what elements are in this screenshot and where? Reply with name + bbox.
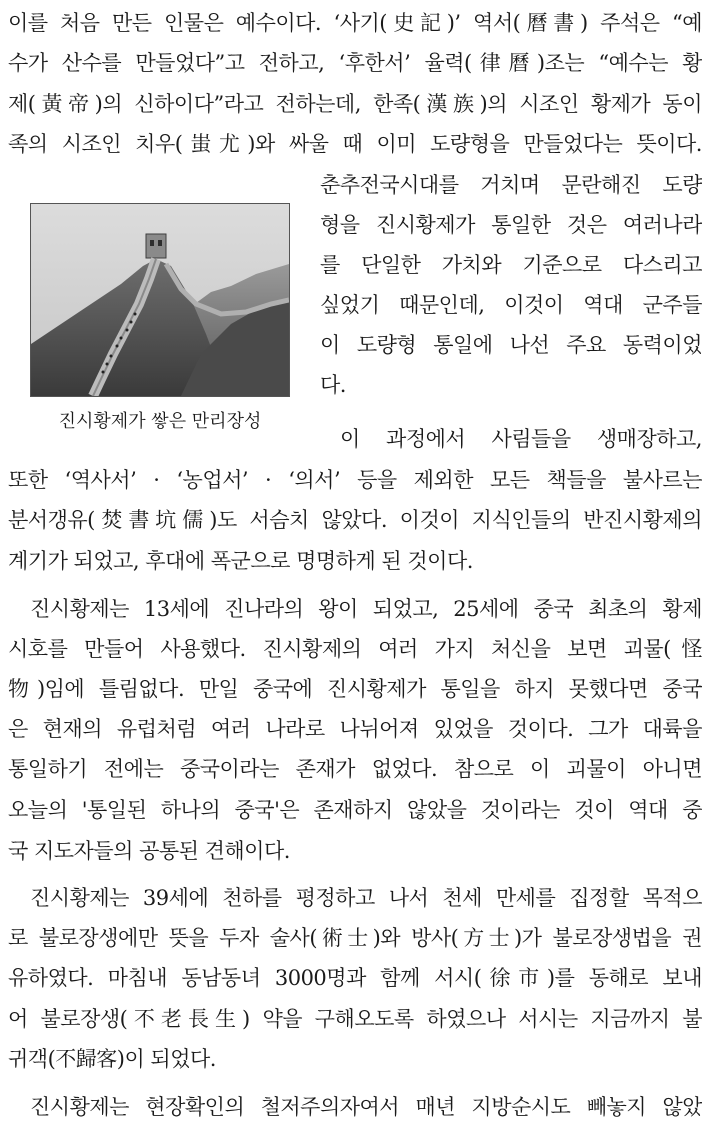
text-line: 분서갱유(焚書坑儒)도 서슴치 않았다. 이것이 지식인들의 반진시황제의 [8,508,702,532]
text-line: 계기가 되었고, 후대에 폭군으로 명명하게 된 것이다. [8,549,473,573]
text-line: 진시황제는 13세에 진나라의 왕이 되었고, 25세에 중국 최초의 황제 [30,597,702,621]
text-line: 국 지도자들의 공통된 견해이다. [8,839,290,863]
text-line: 수가 산수를 만들었다”고 전하고, ‘후한서’ 율력(律曆)조는 “예수는 황 [8,51,702,75]
text-line: 오늘의 '통일된 하나의 중국'은 존재하지 않았을 것이라는 것이 역대 중 [8,798,702,822]
text-line: 진시황제는 39세에 천하를 평정하고 나서 천세 만세를 집정할 목적으 [30,886,702,910]
text-line: 다. [320,373,346,397]
figure-caption: 진시황제가 쌓은 만리장성 [58,411,262,432]
text-line: 로 불로장생에만 뜻을 두자 술사(術士)와 방사(方士)가 불로장생법을 권 [8,926,702,950]
great-wall-photo [30,203,290,397]
text-line: 귀객(不歸客)이 되었다. [8,1047,216,1071]
figure [30,203,290,433]
text-line: 이를 처음 만든 인물은 예수이다. ‘사기(史記)’ 역서(曆書) 주석은 “예 [8,11,702,35]
text-line: 이 과정에서 사림들을 생매장하고, [340,427,702,451]
text-line: 통일하기 전에는 중국이라는 존재가 없었다. 참으로 이 괴물이 아니면 [8,757,702,781]
text-line: 은 현재의 유럽처럼 여러 나라로 나뉘어져 있었을 것이다. 그가 대륙을 [8,717,702,741]
text-line: 시호를 만들어 사용했다. 진시황제의 여러 가지 처신을 보면 괴물(怪 [8,637,702,661]
text-line: 족의 시조인 치우(蚩尤)와 싸울 때 이미 도량형을 만들었다는 뜻이다. [8,132,702,156]
text-line: 이 도량형 통일에 나선 주요 동력이었 [320,333,702,357]
text-line: 형을 진시황제가 통일한 것은 여러나라 [320,213,702,237]
text-line: 제(黃帝)의 신하이다”라고 전하는데, 한족(漢族)의 시조인 황제가 동이 [8,92,702,116]
text-line: 어 불로장생(不老長生) 약을 구해오도록 하였으나 서시는 지금까지 불 [8,1007,702,1031]
text-line: 진시황제는 현장확인의 철저주의자여서 매년 지방순시도 빼놓지 않았 [30,1095,702,1119]
text-line: 유하였다. 마침내 동남동녀 3000명과 함께 서시(徐市)를 동해로 보내 [8,966,702,990]
text-line: 物)임에 틀림없다. 만일 중국에 진시황제가 통일을 하지 못했다면 중국 [8,677,702,701]
text-line: 또한 ‘역사서’ · ‘농업서’ · ‘의서’ 등을 제외한 모든 책들을 불사르는 [8,468,702,492]
text-line: 를 단일한 가치와 기준으로 다스리고 [320,253,702,277]
text-line: 싶었기 때문인데, 이것이 역대 군주들 [320,293,702,317]
text-line: 춘추전국시대를 거치며 문란해진 도량 [320,173,702,197]
